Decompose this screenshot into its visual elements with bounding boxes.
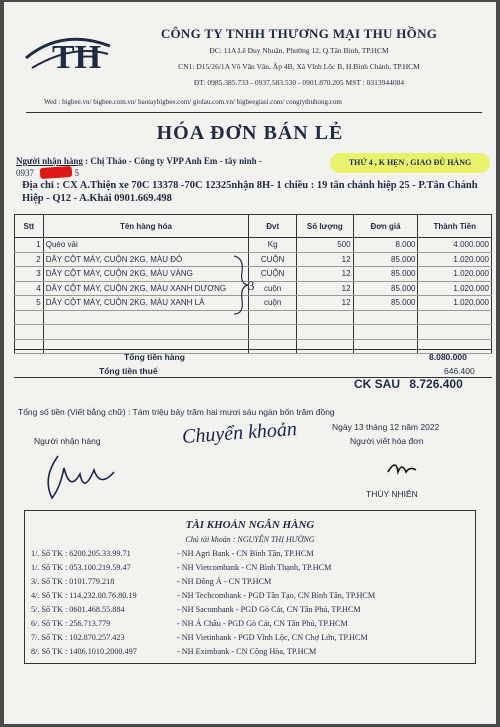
cell-name: DÂY CỘT MÁY, CUỘN 2KG, MÀU ĐỎ bbox=[43, 252, 248, 267]
company-name: CÔNG TY TNHH THƯƠNG MẠI THU HỒNG bbox=[160, 26, 438, 41]
invoice-date: Ngày 13 tháng 12 năm 2022 bbox=[332, 422, 440, 432]
account-number: 3/. Số TK : 0101.779.218 bbox=[31, 577, 115, 586]
cell-amount: 4.000.000 bbox=[418, 238, 492, 253]
cell-stt: 5 bbox=[15, 296, 44, 311]
cell-amount: 1.020.000 bbox=[418, 267, 492, 282]
goods-total-value: 8.080.000 bbox=[429, 352, 467, 362]
account-bank: - NH Á Châu - PGD Gò Cát, CN Tân Phú, TP.HCM bbox=[177, 619, 348, 628]
account-bank: - NH Đông Á - CN TP.HCM bbox=[177, 577, 272, 586]
bank-account-row bbox=[31, 647, 471, 658]
account-number: 4/. Số TK : 114.232.00.76.80.19 bbox=[31, 591, 137, 600]
bank-account-row bbox=[31, 605, 471, 616]
header-amount: Thành Tiền bbox=[418, 215, 492, 238]
bank-owner: Chủ tài khoản : NGUYỄN THỊ HƯỜNG bbox=[185, 535, 315, 544]
phone-end: 5 bbox=[74, 168, 79, 178]
ck-label: CK SAU bbox=[354, 377, 401, 391]
handwritten-bracket bbox=[230, 254, 260, 316]
cell-name: DÂY CỘT MÁY, CUỘN 2KG, MÀU XANH DƯƠNG bbox=[43, 281, 248, 296]
buyer-line bbox=[16, 156, 316, 166]
cell-name: DÂY CỘT MÁY, CUỘN 2KG, MÀU XANH LÁ bbox=[43, 296, 248, 311]
buyer-signature bbox=[40, 448, 120, 504]
account-bank: - NH Eximbank - CN Cộng Hòa, TP.HCM bbox=[177, 647, 317, 656]
delivery-address: Địa chỉ : CX A.Thiện xe 70C 13378 -70C 12325nhận 8H- 1 chiều : 19 tân chánh hiệp 25 - P.Tân Chánh Hiệp - Q12 - A.Khải 0901.669.498 bbox=[22, 180, 478, 204]
company-logo bbox=[22, 24, 114, 80]
table-row-empty bbox=[15, 339, 492, 354]
header-price: Đơn giá bbox=[353, 215, 418, 238]
account-bank: - NH Vietinbank - PGD Vĩnh Lộc, CN Chợ Lớn, TP.HCM bbox=[177, 633, 368, 642]
redaction-mark bbox=[40, 166, 73, 179]
cell-price: 8.000 bbox=[353, 238, 418, 253]
table-row bbox=[15, 238, 492, 253]
handwritten-transfer-note: Chuyển khoản bbox=[181, 418, 298, 448]
handwritten-mark: 3 bbox=[248, 278, 255, 293]
company-contacts: ĐT: 0985.385.733 - 0937.583.530 - 0901.870.205 MST : 0313944084 bbox=[193, 78, 405, 87]
account-bank: - NH Sacombank - PGD Gò Cát, CN Tân Phú, TP.HCM bbox=[177, 605, 361, 614]
cell-price: 85.000 bbox=[353, 252, 418, 267]
cell-stt: 2 bbox=[15, 252, 44, 267]
bank-account-row bbox=[31, 577, 471, 588]
cell-qty: 12 bbox=[297, 267, 353, 282]
bank-account-row bbox=[31, 591, 471, 602]
buyer-value: : Chị Thảo - Công ty VPP Anh Em - tây ninh - bbox=[85, 156, 262, 166]
cell-price: 85.000 bbox=[353, 296, 418, 311]
bank-accounts-box bbox=[24, 510, 476, 664]
tax-total-value: 646.400 bbox=[444, 366, 475, 376]
header-name: Tên hàng hóa bbox=[43, 215, 248, 238]
amount-in-words: Tổng số tiền (Viết bằng chữ) : Tám triệu bảy trăm hai mươi sáu ngàn bốn trăm đồng bbox=[18, 407, 335, 417]
company-address: ĐC: 11A Lê Duy Nhuận, Phường 12, Q.Tân Bình, TP.HCM bbox=[209, 46, 389, 55]
account-bank: - NH Vietcombank - CN Bình Thạnh, TP.HCM bbox=[177, 563, 332, 572]
ck-value: 8.726.400 bbox=[409, 377, 463, 391]
cell-stt: 1 bbox=[15, 238, 44, 253]
bank-title: TÀI KHOẢN NGÂN HÀNG bbox=[185, 519, 315, 531]
table-bottom-rule bbox=[14, 349, 492, 350]
cell-qty: 12 bbox=[297, 252, 353, 267]
cell-amount: 1.020.000 bbox=[418, 252, 492, 267]
highlight-note: THỨ 4 , K HẸN , GIAO ĐỦ HÀNG bbox=[330, 153, 490, 173]
header-qty: Số lượng bbox=[297, 215, 353, 238]
cell-unit: Kg bbox=[249, 238, 297, 253]
cell-qty: 500 bbox=[297, 238, 353, 253]
ck-after bbox=[354, 377, 463, 391]
cell-name: DÂY CỘT MÁY, CUỘN 2KG, MÀU VÀNG bbox=[43, 267, 248, 282]
phone-start: 0937 bbox=[16, 168, 34, 178]
cell-qty: 12 bbox=[297, 296, 353, 311]
bank-account-row bbox=[31, 619, 471, 630]
cell-amount: 1.020.000 bbox=[418, 281, 492, 296]
invoice-title: HÓA ĐƠN BÁN LẺ bbox=[156, 122, 344, 144]
company-branch: CN1: D15/26/1A Võ Văn Vân, Ấp 4B, Xã Vĩnh Lộc B, H.Bình Chánh, TP.HCM bbox=[178, 62, 420, 71]
cell-price: 85.000 bbox=[353, 267, 418, 282]
cell-price: 85.000 bbox=[353, 281, 418, 296]
company-websites: Wed : bigbee.vn/ bigbee.com.vn/ baotaybigbee.com/ giolau.com.vn/ bigbeegiasi.com/ congtythuhong.com bbox=[44, 98, 342, 106]
cell-unit: cuộn bbox=[249, 296, 297, 311]
svg-text:TH: TH bbox=[52, 39, 102, 76]
bank-account-row bbox=[31, 563, 471, 574]
cell-unit: CUỘN bbox=[249, 267, 297, 282]
account-number: 1/. Số TK : 6200.205.33.99.71 bbox=[31, 549, 131, 558]
table-row-empty bbox=[15, 325, 492, 340]
tax-total-label: Tổng tiền thuế bbox=[99, 366, 158, 376]
cell-unit: cuộn bbox=[249, 281, 297, 296]
account-number: 6/. Số TK : 256.713.779 bbox=[31, 619, 111, 628]
header-unit: Đvt bbox=[249, 215, 297, 238]
goods-total-label: Tổng tiền hàng bbox=[124, 352, 185, 362]
buyer-label: Người nhận hàng bbox=[16, 156, 83, 166]
seller-name: THÙY NHIÊN bbox=[366, 489, 418, 499]
seller-signature bbox=[384, 456, 420, 480]
bank-account-row bbox=[31, 633, 471, 644]
account-number: 7/. Số TK : 102.870.257.423 bbox=[31, 633, 125, 642]
account-number: 5/. Số TK : 0601.468.55.884 bbox=[31, 605, 125, 614]
cell-amount: 1.020.000 bbox=[418, 296, 492, 311]
header-stt: Stt bbox=[15, 215, 44, 238]
account-number: 8/. Số TK : 1406.1010.2000.497 bbox=[31, 647, 137, 656]
invoice-paper bbox=[4, 2, 496, 724]
account-bank: - NH Agri Bank - CN Bình Tân, TP.HCM bbox=[177, 549, 314, 558]
cell-stt: 4 bbox=[15, 281, 44, 296]
buyer-sign-label: Người nhận hàng bbox=[34, 436, 101, 446]
account-bank: - NH Techcombank - PGD Tân Tạo, CN Bình Tân, TP.HCM bbox=[177, 591, 376, 600]
cell-name: Quèo vải bbox=[43, 238, 248, 253]
seller-sign-label: Người viết hóa đơn bbox=[350, 436, 424, 446]
cell-unit: CUỘN bbox=[249, 252, 297, 267]
cell-qty: 12 bbox=[297, 281, 353, 296]
cell-stt: 3 bbox=[15, 267, 44, 282]
divider bbox=[26, 112, 482, 113]
table-header-row bbox=[15, 215, 492, 238]
account-number: 1/. Số TK : 053.100.219.59.47 bbox=[31, 563, 131, 572]
bank-account-row bbox=[31, 549, 471, 560]
